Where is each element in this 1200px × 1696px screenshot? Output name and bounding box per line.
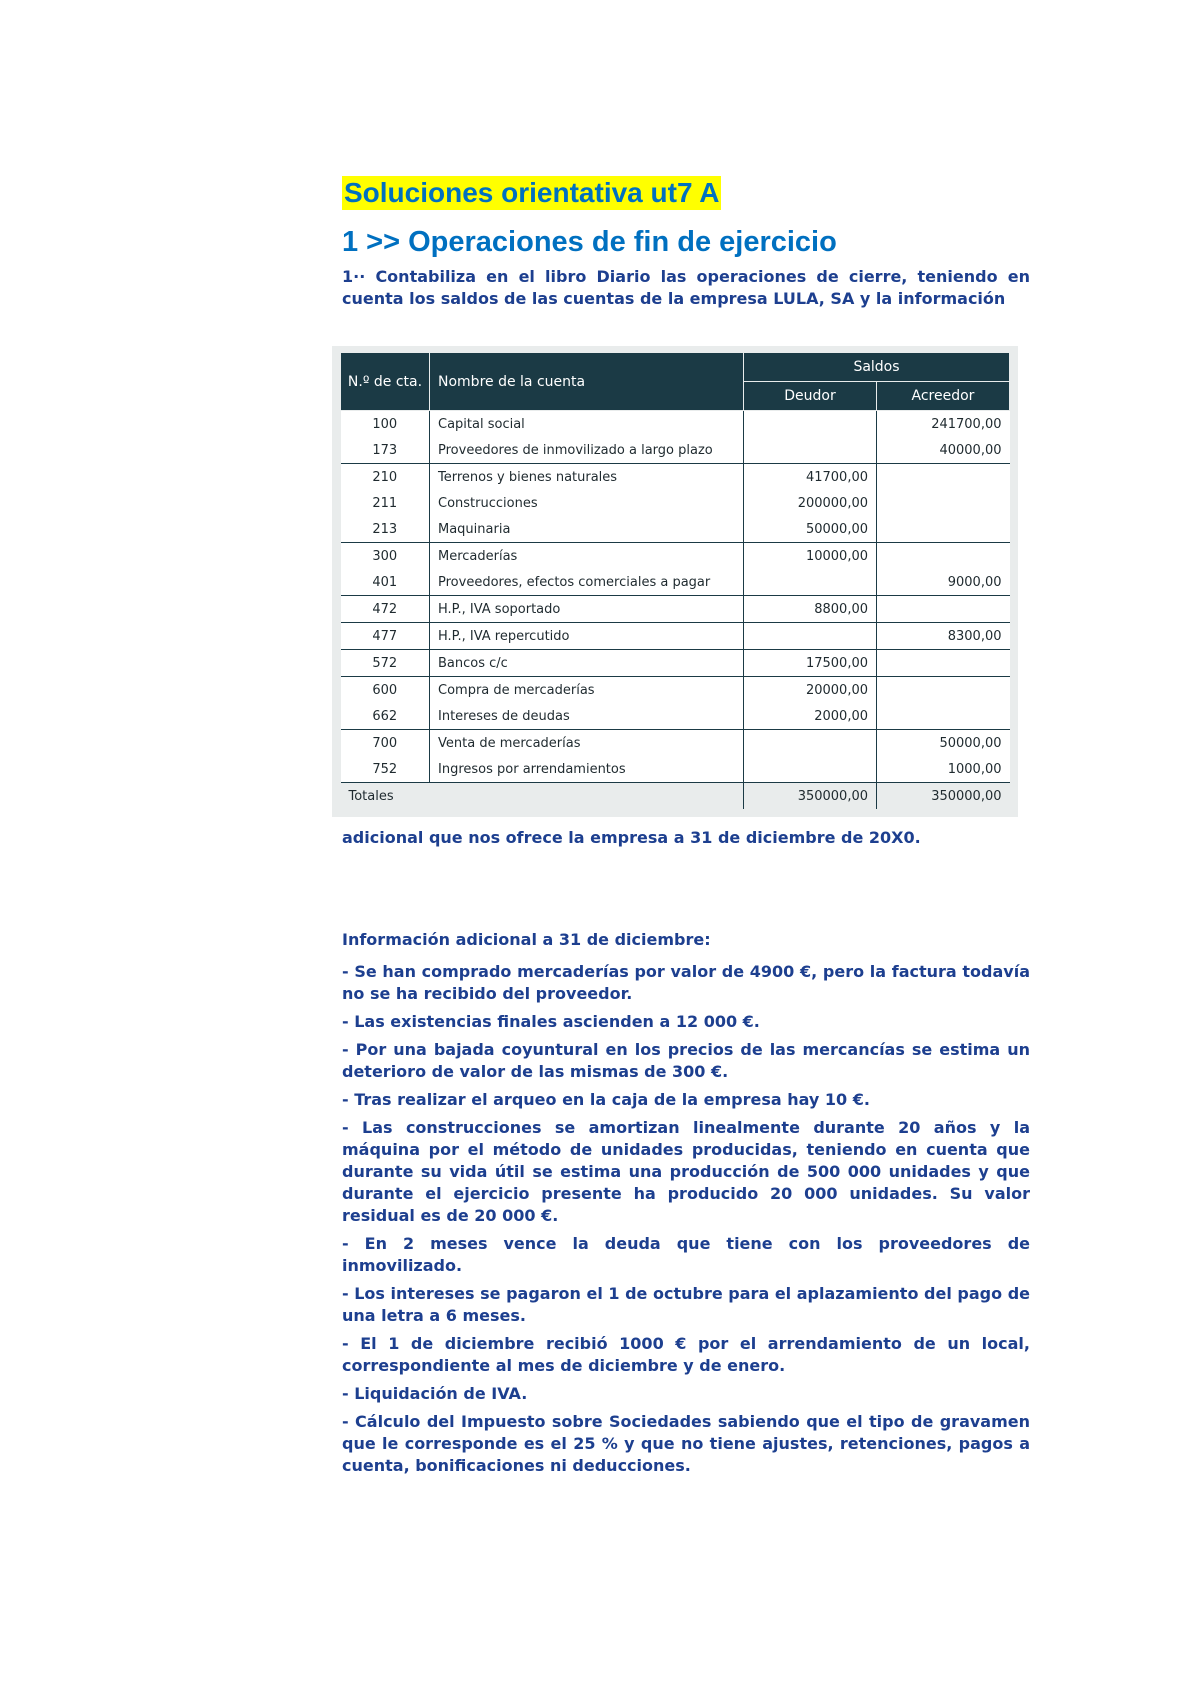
deudor-value: 50000,00 xyxy=(744,516,877,543)
deudor-value xyxy=(744,623,877,650)
table-row xyxy=(341,490,1010,516)
list-item: - Por una bajada coyuntural en los precios de las mercancías se estima un deterioro de valor de las mismas de 300 €. xyxy=(342,1040,1030,1081)
acreedor-value xyxy=(877,464,1010,491)
acreedor-value xyxy=(877,677,1010,704)
deudor-value xyxy=(744,411,877,438)
info-list xyxy=(342,961,1030,1477)
account-name: Capital social xyxy=(430,411,744,438)
account-number: 401 xyxy=(341,569,430,596)
section-heading: 1 >> Operaciones de fin de ejercicio xyxy=(342,226,837,258)
account-number: 752 xyxy=(341,756,430,783)
account-name: Mercaderías xyxy=(430,543,744,570)
acreedor-value: 40000,00 xyxy=(877,437,1010,464)
header-deudor: Deudor xyxy=(744,382,877,411)
deudor-value: 20000,00 xyxy=(744,677,877,704)
table-row xyxy=(341,756,1010,783)
list-item: - Liquidación de IVA. xyxy=(342,1384,528,1403)
document-title: Soluciones orientativa ut7 A xyxy=(344,177,720,208)
account-number: 472 xyxy=(341,596,430,623)
list-item: - Las existencias finales ascienden a 12 000 €. xyxy=(342,1012,760,1031)
header-saldos: Saldos xyxy=(744,353,1010,382)
deudor-value: 8800,00 xyxy=(744,596,877,623)
account-number: 600 xyxy=(341,677,430,704)
table-row xyxy=(341,437,1010,464)
table-row xyxy=(341,623,1010,650)
deudor-value: 10000,00 xyxy=(744,543,877,570)
account-number: 210 xyxy=(341,464,430,491)
acreedor-value: 1000,00 xyxy=(877,756,1010,783)
deudor-value xyxy=(744,569,877,596)
table-row xyxy=(341,411,1010,438)
acreedor-value xyxy=(877,650,1010,677)
acreedor-value: 9000,00 xyxy=(877,569,1010,596)
header-account-name: Nombre de la cuenta xyxy=(430,353,744,411)
account-number: 662 xyxy=(341,703,430,730)
table-row xyxy=(341,703,1010,730)
account-number: 173 xyxy=(341,437,430,464)
account-name: Construcciones xyxy=(430,490,744,516)
account-name: Compra de mercaderías xyxy=(430,677,744,704)
acreedor-value: 8300,00 xyxy=(877,623,1010,650)
account-name: Maquinaria xyxy=(430,516,744,543)
account-number: 572 xyxy=(341,650,430,677)
totals-label: Totales xyxy=(341,783,744,810)
table-row xyxy=(341,650,1010,677)
list-item: - Se han comprado mercaderías por valor de 4900 €, pero la factura todavía no se ha recibido del proveedor. xyxy=(342,962,1030,1003)
balance-table xyxy=(340,352,1010,809)
deudor-value: 17500,00 xyxy=(744,650,877,677)
table-row xyxy=(341,543,1010,570)
account-number: 700 xyxy=(341,730,430,757)
acreedor-value xyxy=(877,516,1010,543)
table-row xyxy=(341,569,1010,596)
exercise-intro: 1·· Contabiliza en el libro Diario las operaciones de cierre, teniendo en cuenta los saldos de las cuentas de la empresa LULA, SA y la información xyxy=(342,267,1030,308)
account-number: 211 xyxy=(341,490,430,516)
list-item: - El 1 de diciembre recibió 1000 € por el arrendamiento de un local, correspondiente al mes de diciembre y de enero. xyxy=(342,1334,1030,1375)
exercise-continuation: adicional que nos ofrece la empresa a 31 de diciembre de 20X0. xyxy=(342,828,921,847)
deudor-value: 2000,00 xyxy=(744,703,877,730)
table-row xyxy=(341,596,1010,623)
deudor-value xyxy=(744,756,877,783)
account-name: Venta de mercaderías xyxy=(430,730,744,757)
account-name: Terrenos y bienes naturales xyxy=(430,464,744,491)
list-item: - Tras realizar el arqueo en la caja de la empresa hay 10 €. xyxy=(342,1090,870,1109)
account-name: Proveedores de inmovilizado a largo plazo xyxy=(430,437,744,464)
acreedor-value xyxy=(877,490,1010,516)
acreedor-value xyxy=(877,596,1010,623)
acreedor-value: 241700,00 xyxy=(877,411,1010,438)
deudor-value: 200000,00 xyxy=(744,490,877,516)
account-number: 100 xyxy=(341,411,430,438)
header-account-number: N.º de cta. xyxy=(341,353,430,411)
table-row xyxy=(341,516,1010,543)
table-row xyxy=(341,464,1010,491)
balance-table-container xyxy=(332,346,1018,817)
account-number: 477 xyxy=(341,623,430,650)
account-name: Intereses de deudas xyxy=(430,703,744,730)
account-name: Proveedores, efectos comerciales a pagar xyxy=(430,569,744,596)
account-name: Ingresos por arrendamientos xyxy=(430,756,744,783)
totals-row xyxy=(341,783,1010,810)
table-row xyxy=(341,730,1010,757)
acreedor-value xyxy=(877,703,1010,730)
account-number: 213 xyxy=(341,516,430,543)
info-title: Información adicional a 31 de diciembre: xyxy=(342,930,711,949)
document-page xyxy=(342,176,1030,1483)
totals-acreedor: 350000,00 xyxy=(877,783,1010,810)
list-item: - Los intereses se pagaron el 1 de octubre para el aplazamiento del pago de una letra a 6 meses. xyxy=(342,1284,1030,1325)
list-item: - Cálculo del Impuesto sobre Sociedades sabiendo que el tipo de gravamen que le corresponde es el 25 % y que no tiene ajustes, retenciones, pagos a cuenta, bonificaciones ni deducciones. xyxy=(342,1412,1030,1475)
totals-deudor: 350000,00 xyxy=(744,783,877,810)
account-name: H.P., IVA repercutido xyxy=(430,623,744,650)
list-item: - En 2 meses vence la deuda que tiene con los proveedores de inmovilizado. xyxy=(342,1234,1030,1275)
acreedor-value xyxy=(877,543,1010,570)
deudor-value xyxy=(744,730,877,757)
list-item: - Las construcciones se amortizan linealmente durante 20 años y la máquina por el método de unidades producidas, teniendo en cuenta que durante su vida útil se estima una producción de 500 000 unidades y que durante el ejercicio presente ha producido 20 000 unidades. Su valor residual es de 20 000 €. xyxy=(342,1118,1030,1225)
acreedor-value: 50000,00 xyxy=(877,730,1010,757)
account-name: Bancos c/c xyxy=(430,650,744,677)
account-name: H.P., IVA soportado xyxy=(430,596,744,623)
deudor-value xyxy=(744,437,877,464)
header-acreedor: Acreedor xyxy=(877,382,1010,411)
account-number: 300 xyxy=(341,543,430,570)
deudor-value: 41700,00 xyxy=(744,464,877,491)
table-row xyxy=(341,677,1010,704)
